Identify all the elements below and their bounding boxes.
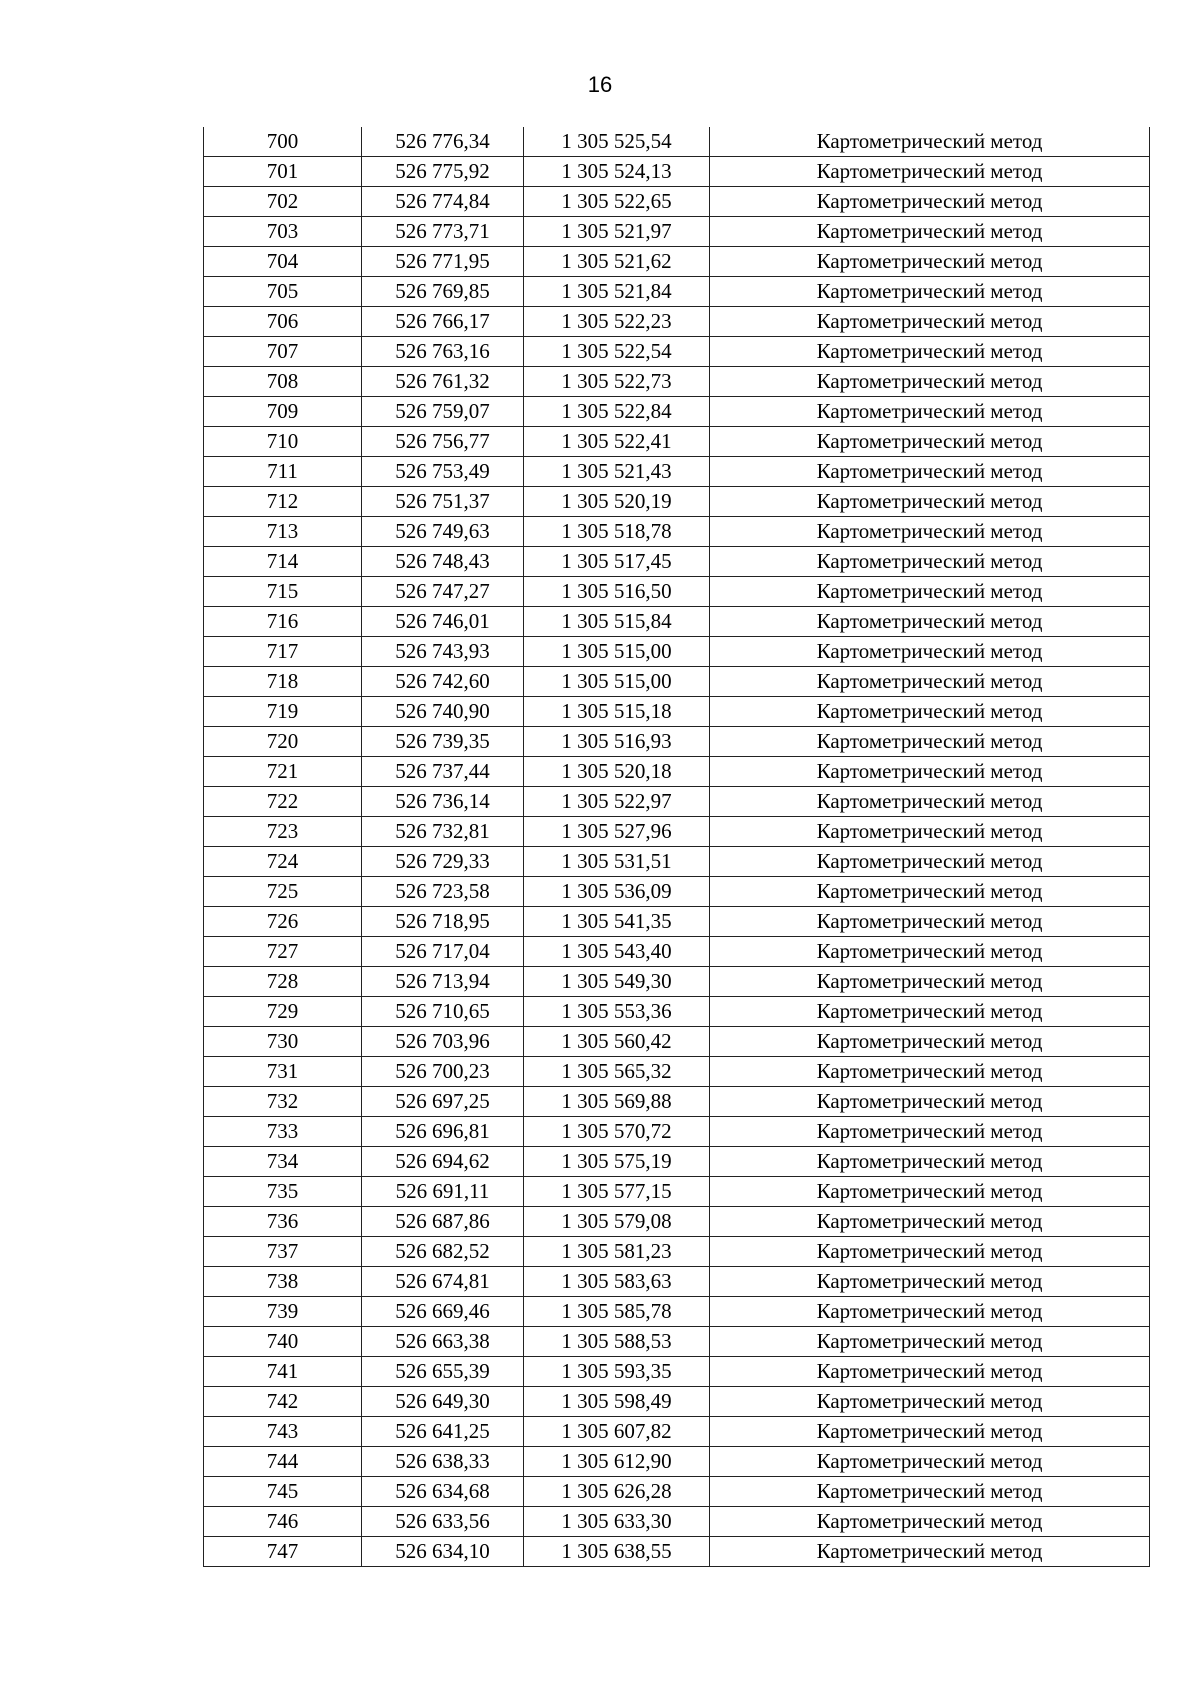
x-coordinate-cell: 526 756,77 [362, 427, 524, 457]
x-coordinate-cell: 526 717,04 [362, 937, 524, 967]
point-number-cell: 711 [204, 457, 362, 487]
method-cell: Картометрический метод [710, 1507, 1150, 1537]
x-coordinate-cell: 526 736,14 [362, 787, 524, 817]
x-coordinate-cell: 526 694,62 [362, 1147, 524, 1177]
point-number-cell: 728 [204, 967, 362, 997]
method-cell: Картометрический метод [710, 127, 1150, 157]
point-number-cell: 740 [204, 1327, 362, 1357]
y-coordinate-cell: 1 305 531,51 [524, 847, 710, 877]
y-coordinate-cell: 1 305 626,28 [524, 1477, 710, 1507]
y-coordinate-cell: 1 305 549,30 [524, 967, 710, 997]
y-coordinate-cell: 1 305 522,73 [524, 367, 710, 397]
point-number-cell: 700 [204, 127, 362, 157]
method-cell: Картометрический метод [710, 847, 1150, 877]
point-number-cell: 739 [204, 1297, 362, 1327]
point-number-cell: 732 [204, 1087, 362, 1117]
table-row [204, 187, 1150, 217]
table-row [204, 1087, 1150, 1117]
coordinates-table [203, 127, 1150, 1567]
point-number-cell: 702 [204, 187, 362, 217]
method-cell: Картометрический метод [710, 1447, 1150, 1477]
x-coordinate-cell: 526 697,25 [362, 1087, 524, 1117]
point-number-cell: 720 [204, 727, 362, 757]
method-cell: Картометрический метод [710, 1147, 1150, 1177]
x-coordinate-cell: 526 749,63 [362, 517, 524, 547]
point-number-cell: 721 [204, 757, 362, 787]
point-number-cell: 724 [204, 847, 362, 877]
x-coordinate-cell: 526 633,56 [362, 1507, 524, 1537]
point-number-cell: 719 [204, 697, 362, 727]
x-coordinate-cell: 526 638,33 [362, 1447, 524, 1477]
table-row [204, 1027, 1150, 1057]
point-number-cell: 733 [204, 1117, 362, 1147]
y-coordinate-cell: 1 305 638,55 [524, 1537, 710, 1567]
method-cell: Картометрический метод [710, 1297, 1150, 1327]
table-row [204, 1327, 1150, 1357]
x-coordinate-cell: 526 663,38 [362, 1327, 524, 1357]
method-cell: Картометрический метод [710, 1057, 1150, 1087]
method-cell: Картометрический метод [710, 997, 1150, 1027]
method-cell: Картометрический метод [710, 247, 1150, 277]
x-coordinate-cell: 526 669,46 [362, 1297, 524, 1327]
point-number-cell: 713 [204, 517, 362, 547]
method-cell: Картометрический метод [710, 457, 1150, 487]
method-cell: Картометрический метод [710, 517, 1150, 547]
table-row [204, 1417, 1150, 1447]
x-coordinate-cell: 526 655,39 [362, 1357, 524, 1387]
point-number-cell: 726 [204, 907, 362, 937]
table-row [204, 937, 1150, 967]
table-row [204, 1147, 1150, 1177]
method-cell: Картометрический метод [710, 307, 1150, 337]
point-number-cell: 735 [204, 1177, 362, 1207]
point-number-cell: 703 [204, 217, 362, 247]
point-number-cell: 747 [204, 1537, 362, 1567]
x-coordinate-cell: 526 763,16 [362, 337, 524, 367]
method-cell: Картометрический метод [710, 217, 1150, 247]
method-cell: Картометрический метод [710, 907, 1150, 937]
point-number-cell: 730 [204, 1027, 362, 1057]
table-row [204, 1297, 1150, 1327]
table-row [204, 427, 1150, 457]
table-row [204, 817, 1150, 847]
table-row [204, 1537, 1150, 1567]
x-coordinate-cell: 526 751,37 [362, 487, 524, 517]
x-coordinate-cell: 526 739,35 [362, 727, 524, 757]
x-coordinate-cell: 526 710,65 [362, 997, 524, 1027]
table-row [204, 1237, 1150, 1267]
point-number-cell: 745 [204, 1477, 362, 1507]
y-coordinate-cell: 1 305 518,78 [524, 517, 710, 547]
method-cell: Картометрический метод [710, 577, 1150, 607]
method-cell: Картометрический метод [710, 187, 1150, 217]
x-coordinate-cell: 526 759,07 [362, 397, 524, 427]
point-number-cell: 714 [204, 547, 362, 577]
table-row [204, 577, 1150, 607]
x-coordinate-cell: 526 703,96 [362, 1027, 524, 1057]
x-coordinate-cell: 526 748,43 [362, 547, 524, 577]
x-coordinate-cell: 526 774,84 [362, 187, 524, 217]
method-cell: Картометрический метод [710, 337, 1150, 367]
point-number-cell: 727 [204, 937, 362, 967]
point-number-cell: 717 [204, 637, 362, 667]
y-coordinate-cell: 1 305 516,93 [524, 727, 710, 757]
table-row [204, 247, 1150, 277]
y-coordinate-cell: 1 305 581,23 [524, 1237, 710, 1267]
table-row [204, 277, 1150, 307]
y-coordinate-cell: 1 305 521,84 [524, 277, 710, 307]
y-coordinate-cell: 1 305 515,18 [524, 697, 710, 727]
y-coordinate-cell: 1 305 565,32 [524, 1057, 710, 1087]
x-coordinate-cell: 526 713,94 [362, 967, 524, 997]
x-coordinate-cell: 526 634,10 [362, 1537, 524, 1567]
method-cell: Картометрический метод [710, 1027, 1150, 1057]
point-number-cell: 715 [204, 577, 362, 607]
x-coordinate-cell: 526 773,71 [362, 217, 524, 247]
point-number-cell: 712 [204, 487, 362, 517]
x-coordinate-cell: 526 769,85 [362, 277, 524, 307]
table-row [204, 757, 1150, 787]
y-coordinate-cell: 1 305 517,45 [524, 547, 710, 577]
x-coordinate-cell: 526 746,01 [362, 607, 524, 637]
y-coordinate-cell: 1 305 524,13 [524, 157, 710, 187]
point-number-cell: 742 [204, 1387, 362, 1417]
point-number-cell: 736 [204, 1207, 362, 1237]
point-number-cell: 709 [204, 397, 362, 427]
method-cell: Картометрический метод [710, 547, 1150, 577]
table-row [204, 637, 1150, 667]
point-number-cell: 738 [204, 1267, 362, 1297]
table-row [204, 1507, 1150, 1537]
point-number-cell: 706 [204, 307, 362, 337]
y-coordinate-cell: 1 305 607,82 [524, 1417, 710, 1447]
table-row [204, 1117, 1150, 1147]
y-coordinate-cell: 1 305 515,00 [524, 637, 710, 667]
method-cell: Картометрический метод [710, 757, 1150, 787]
table-row [204, 157, 1150, 187]
table-row [204, 907, 1150, 937]
y-coordinate-cell: 1 305 522,23 [524, 307, 710, 337]
x-coordinate-cell: 526 674,81 [362, 1267, 524, 1297]
y-coordinate-cell: 1 305 522,54 [524, 337, 710, 367]
method-cell: Картометрический метод [710, 667, 1150, 697]
table-row [204, 217, 1150, 247]
table-row [204, 1447, 1150, 1477]
table-row [204, 877, 1150, 907]
table-row [204, 367, 1150, 397]
method-cell: Картометрический метод [710, 1237, 1150, 1267]
y-coordinate-cell: 1 305 593,35 [524, 1357, 710, 1387]
method-cell: Картометрический метод [710, 1477, 1150, 1507]
y-coordinate-cell: 1 305 585,78 [524, 1297, 710, 1327]
y-coordinate-cell: 1 305 541,35 [524, 907, 710, 937]
point-number-cell: 744 [204, 1447, 362, 1477]
method-cell: Картометрический метод [710, 817, 1150, 847]
point-number-cell: 716 [204, 607, 362, 637]
method-cell: Картометрический метод [710, 607, 1150, 637]
y-coordinate-cell: 1 305 520,18 [524, 757, 710, 787]
x-coordinate-cell: 526 775,92 [362, 157, 524, 187]
y-coordinate-cell: 1 305 521,97 [524, 217, 710, 247]
method-cell: Картометрический метод [710, 1387, 1150, 1417]
point-number-cell: 708 [204, 367, 362, 397]
method-cell: Картометрический метод [710, 1357, 1150, 1387]
method-cell: Картометрический метод [710, 1177, 1150, 1207]
point-number-cell: 704 [204, 247, 362, 277]
table-row [204, 697, 1150, 727]
table-row [204, 847, 1150, 877]
point-number-cell: 734 [204, 1147, 362, 1177]
y-coordinate-cell: 1 305 588,53 [524, 1327, 710, 1357]
table-row [204, 1387, 1150, 1417]
table-row [204, 547, 1150, 577]
y-coordinate-cell: 1 305 522,41 [524, 427, 710, 457]
y-coordinate-cell: 1 305 553,36 [524, 997, 710, 1027]
point-number-cell: 729 [204, 997, 362, 1027]
method-cell: Картометрический метод [710, 1417, 1150, 1447]
table-row [204, 1477, 1150, 1507]
x-coordinate-cell: 526 761,32 [362, 367, 524, 397]
table-row [204, 967, 1150, 997]
point-number-cell: 741 [204, 1357, 362, 1387]
x-coordinate-cell: 526 691,11 [362, 1177, 524, 1207]
point-number-cell: 718 [204, 667, 362, 697]
y-coordinate-cell: 1 305 560,42 [524, 1027, 710, 1057]
method-cell: Картометрический метод [710, 1207, 1150, 1237]
y-coordinate-cell: 1 305 570,72 [524, 1117, 710, 1147]
method-cell: Картометрический метод [710, 1117, 1150, 1147]
x-coordinate-cell: 526 641,25 [362, 1417, 524, 1447]
x-coordinate-cell: 526 718,95 [362, 907, 524, 937]
table-row [204, 1267, 1150, 1297]
y-coordinate-cell: 1 305 612,90 [524, 1447, 710, 1477]
point-number-cell: 746 [204, 1507, 362, 1537]
table-row [204, 517, 1150, 547]
method-cell: Картометрический метод [710, 1327, 1150, 1357]
method-cell: Картометрический метод [710, 787, 1150, 817]
y-coordinate-cell: 1 305 598,49 [524, 1387, 710, 1417]
method-cell: Картометрический метод [710, 277, 1150, 307]
y-coordinate-cell: 1 305 569,88 [524, 1087, 710, 1117]
y-coordinate-cell: 1 305 516,50 [524, 577, 710, 607]
method-cell: Картометрический метод [710, 1087, 1150, 1117]
table-row [204, 607, 1150, 637]
point-number-cell: 731 [204, 1057, 362, 1087]
y-coordinate-cell: 1 305 577,15 [524, 1177, 710, 1207]
x-coordinate-cell: 526 700,23 [362, 1057, 524, 1087]
method-cell: Картометрический метод [710, 397, 1150, 427]
x-coordinate-cell: 526 732,81 [362, 817, 524, 847]
method-cell: Картометрический метод [710, 367, 1150, 397]
x-coordinate-cell: 526 737,44 [362, 757, 524, 787]
method-cell: Картометрический метод [710, 967, 1150, 997]
x-coordinate-cell: 526 753,49 [362, 457, 524, 487]
x-coordinate-cell: 526 742,60 [362, 667, 524, 697]
point-number-cell: 737 [204, 1237, 362, 1267]
method-cell: Картометрический метод [710, 157, 1150, 187]
x-coordinate-cell: 526 687,86 [362, 1207, 524, 1237]
x-coordinate-cell: 526 634,68 [362, 1477, 524, 1507]
y-coordinate-cell: 1 305 515,00 [524, 667, 710, 697]
y-coordinate-cell: 1 305 522,65 [524, 187, 710, 217]
table-row [204, 397, 1150, 427]
x-coordinate-cell: 526 747,27 [362, 577, 524, 607]
y-coordinate-cell: 1 305 527,96 [524, 817, 710, 847]
table-row [204, 307, 1150, 337]
method-cell: Картометрический метод [710, 427, 1150, 457]
y-coordinate-cell: 1 305 536,09 [524, 877, 710, 907]
x-coordinate-cell: 526 743,93 [362, 637, 524, 667]
method-cell: Картометрический метод [710, 727, 1150, 757]
point-number-cell: 705 [204, 277, 362, 307]
method-cell: Картометрический метод [710, 697, 1150, 727]
point-number-cell: 707 [204, 337, 362, 367]
y-coordinate-cell: 1 305 579,08 [524, 1207, 710, 1237]
method-cell: Картометрический метод [710, 937, 1150, 967]
point-number-cell: 743 [204, 1417, 362, 1447]
y-coordinate-cell: 1 305 525,54 [524, 127, 710, 157]
y-coordinate-cell: 1 305 521,43 [524, 457, 710, 487]
point-number-cell: 710 [204, 427, 362, 457]
table-row [204, 457, 1150, 487]
x-coordinate-cell: 526 682,52 [362, 1237, 524, 1267]
y-coordinate-cell: 1 305 520,19 [524, 487, 710, 517]
method-cell: Картометрический метод [710, 637, 1150, 667]
x-coordinate-cell: 526 771,95 [362, 247, 524, 277]
point-number-cell: 701 [204, 157, 362, 187]
table-row [204, 727, 1150, 757]
y-coordinate-cell: 1 305 521,62 [524, 247, 710, 277]
coordinates-table-body [204, 127, 1150, 1567]
point-number-cell: 725 [204, 877, 362, 907]
table-row [204, 1177, 1150, 1207]
table-row [204, 1057, 1150, 1087]
table-row [204, 337, 1150, 367]
table-row [204, 667, 1150, 697]
x-coordinate-cell: 526 766,17 [362, 307, 524, 337]
method-cell: Картометрический метод [710, 1537, 1150, 1567]
x-coordinate-cell: 526 696,81 [362, 1117, 524, 1147]
y-coordinate-cell: 1 305 633,30 [524, 1507, 710, 1537]
x-coordinate-cell: 526 729,33 [362, 847, 524, 877]
table-row [204, 1207, 1150, 1237]
y-coordinate-cell: 1 305 583,63 [524, 1267, 710, 1297]
table-row [204, 997, 1150, 1027]
y-coordinate-cell: 1 305 575,19 [524, 1147, 710, 1177]
method-cell: Картометрический метод [710, 877, 1150, 907]
x-coordinate-cell: 526 776,34 [362, 127, 524, 157]
y-coordinate-cell: 1 305 522,84 [524, 397, 710, 427]
point-number-cell: 723 [204, 817, 362, 847]
y-coordinate-cell: 1 305 522,97 [524, 787, 710, 817]
table-row [204, 127, 1150, 157]
table-row [204, 487, 1150, 517]
page-number: 16 [587, 72, 613, 97]
point-number-cell: 722 [204, 787, 362, 817]
x-coordinate-cell: 526 649,30 [362, 1387, 524, 1417]
method-cell: Картометрический метод [710, 1267, 1150, 1297]
table-row [204, 1357, 1150, 1387]
y-coordinate-cell: 1 305 543,40 [524, 937, 710, 967]
x-coordinate-cell: 526 723,58 [362, 877, 524, 907]
method-cell: Картометрический метод [710, 487, 1150, 517]
table-row [204, 787, 1150, 817]
y-coordinate-cell: 1 305 515,84 [524, 607, 710, 637]
x-coordinate-cell: 526 740,90 [362, 697, 524, 727]
